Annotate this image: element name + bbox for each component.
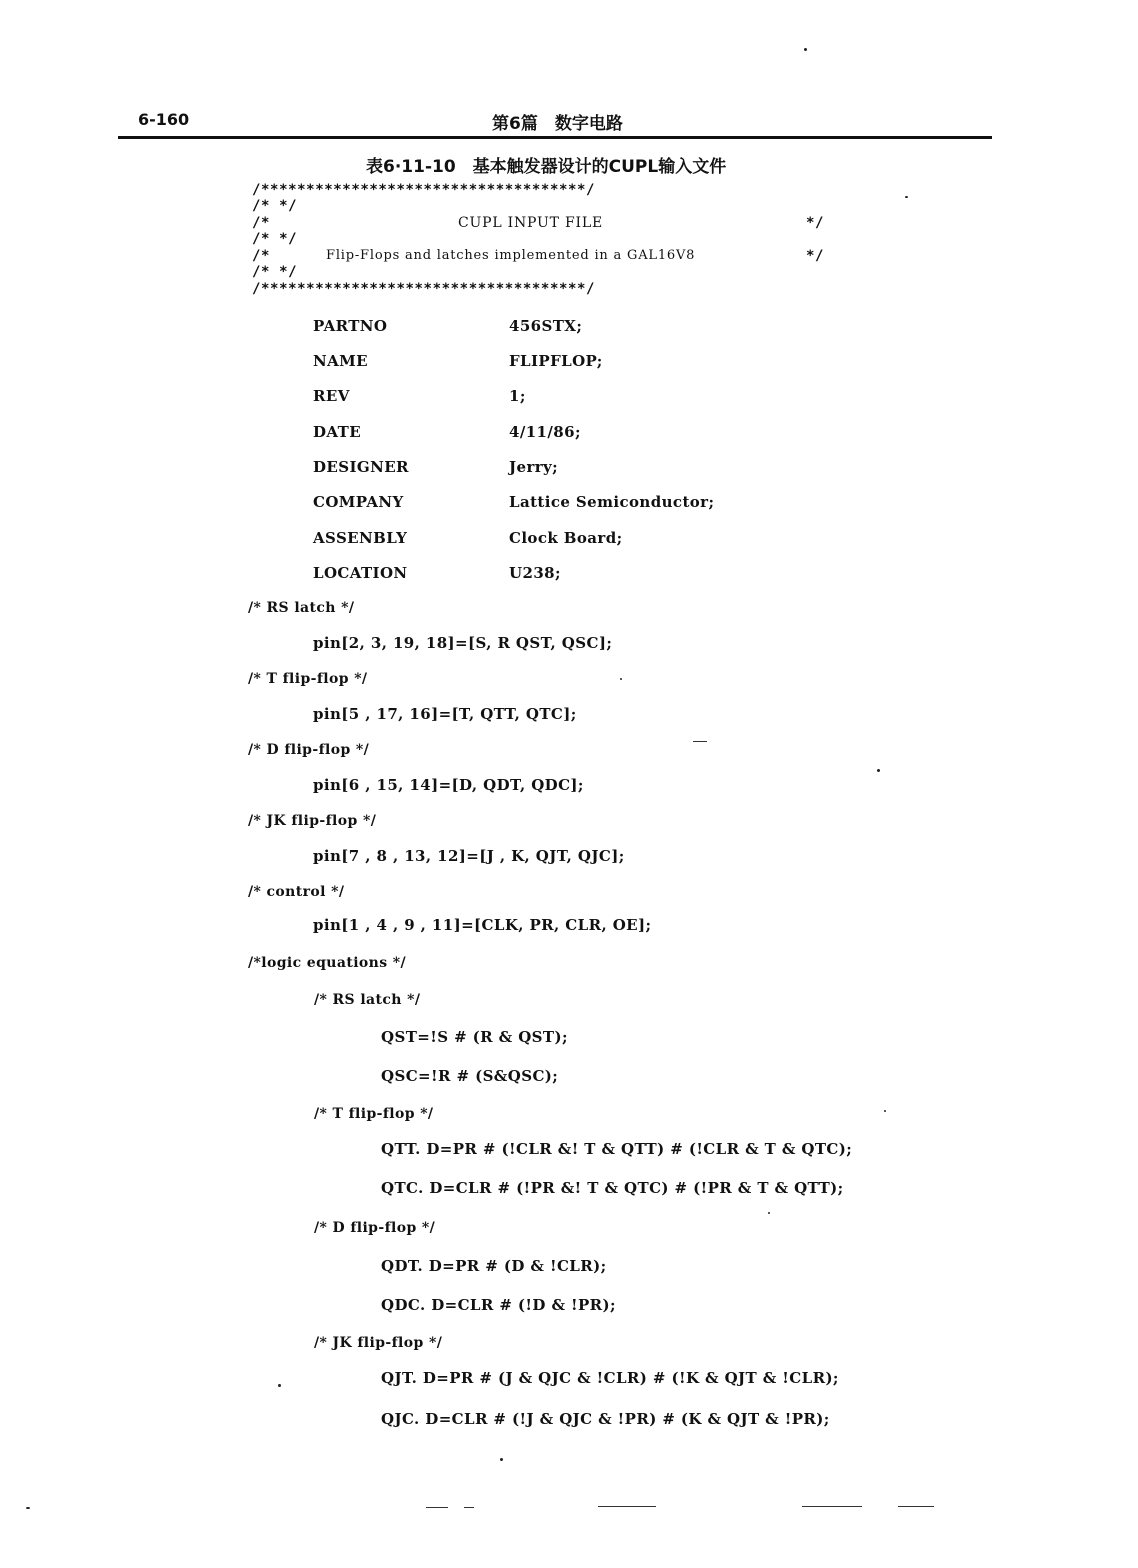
field-key: LOCATION [313, 564, 408, 582]
banner-empty-line: /* */ [252, 198, 298, 214]
banner-border-top: /************************************/ [252, 182, 596, 198]
field-value: 456STX; [509, 317, 583, 335]
scan-speck [620, 678, 622, 680]
field-value: Lattice Semiconductor; [509, 493, 715, 511]
banner-title: CUPL INPUT FILE [458, 215, 603, 231]
field-key: NAME [313, 352, 368, 370]
logic-heading: /*logic equations */ [248, 955, 407, 971]
scan-speck [500, 1458, 503, 1461]
field-key: ASSENBLY [313, 529, 408, 547]
scan-speck [804, 48, 807, 51]
banner-border-bottom: /************************************/ [252, 281, 596, 297]
banner-left-mark: /* [252, 248, 271, 264]
field-value: FLIPFLOP; [509, 352, 603, 370]
field-key: PARTNO [313, 317, 388, 335]
scan-speck [802, 1506, 862, 1507]
table-title: 表6·11-10 基本触发器设计的CUPL输入文件 [366, 157, 727, 177]
scan-speck [884, 1110, 886, 1112]
banner-left-mark: /* [252, 215, 271, 231]
scan-speck [693, 741, 707, 742]
banner-subtitle: Flip-Flops and latches implemented in a GAL16V8 [326, 248, 696, 263]
equation-line: QJT. D=PR # (J & QJC & !CLR) # (!K & QJT & !CLR); [381, 1369, 839, 1387]
section-comment: /* RS latch */ [314, 992, 421, 1008]
banner-empty-line: /* */ [252, 264, 298, 280]
equation-line: QTC. D=CLR # (!PR &! T & QTC) # (!PR & T & QTT); [381, 1179, 844, 1197]
field-value: 4/11/86; [509, 423, 581, 441]
section-comment: /* JK flip-flop */ [248, 813, 377, 829]
pin-statement: pin[2, 3, 19, 18]=[S, R QST, QSC]; [313, 634, 613, 652]
section-comment: /* D flip-flop */ [248, 742, 370, 758]
banner-right-mark: */ [806, 248, 825, 264]
field-key: DATE [313, 423, 362, 441]
pin-statement: pin[1 , 4 , 9 , 11]=[CLK, PR, CLR, OE]; [313, 916, 652, 934]
banner-empty-line: /* */ [252, 231, 298, 247]
section-comment: /* JK flip-flop */ [314, 1335, 443, 1351]
section-comment: /* T flip-flop */ [314, 1106, 434, 1122]
pin-statement: pin[5 , 17, 16]=[T, QTT, QTC]; [313, 705, 577, 723]
field-key: DESIGNER [313, 458, 409, 476]
scan-speck [898, 1506, 934, 1507]
section-comment: /* D flip-flop */ [314, 1220, 436, 1236]
scan-speck [598, 1506, 656, 1507]
section-comment: /* RS latch */ [248, 600, 355, 616]
scan-speck [426, 1507, 448, 1508]
field-value: Jerry; [509, 458, 559, 476]
field-value: 1; [509, 387, 526, 405]
equation-line: QDT. D=PR # (D & !CLR); [381, 1257, 607, 1275]
scan-speck [768, 1212, 770, 1214]
page-number: 6-160 [138, 110, 190, 129]
section-comment: /* control */ [248, 884, 345, 900]
scan-speck [877, 769, 880, 772]
scan-speck [26, 1507, 30, 1509]
equation-line: QSC=!R # (S&QSC); [381, 1067, 559, 1085]
banner-right-mark: */ [806, 215, 825, 231]
running-title: 第6篇 数字电路 [492, 114, 623, 134]
scan-speck [464, 1507, 474, 1508]
field-value: U238; [509, 564, 561, 582]
scan-speck [278, 1384, 281, 1387]
pin-statement: pin[7 , 8 , 13, 12]=[J , K, QJT, QJC]; [313, 847, 625, 865]
header-rule [118, 136, 992, 139]
field-key: COMPANY [313, 493, 404, 511]
section-comment: /* T flip-flop */ [248, 671, 368, 687]
equation-line: QDC. D=CLR # (!D & !PR); [381, 1296, 616, 1314]
field-key: REV [313, 387, 350, 405]
scan-speck [905, 196, 908, 198]
equation-line: QST=!S # (R & QST); [381, 1028, 568, 1046]
field-value: Clock Board; [509, 529, 623, 547]
equation-line: QJC. D=CLR # (!J & QJC & !PR) # (K & QJT & !PR); [381, 1410, 830, 1428]
pin-statement: pin[6 , 15, 14]=[D, QDT, QDC]; [313, 776, 584, 794]
equation-line: QTT. D=PR # (!CLR &! T & QTT) # (!CLR & T & QTC); [381, 1140, 853, 1158]
